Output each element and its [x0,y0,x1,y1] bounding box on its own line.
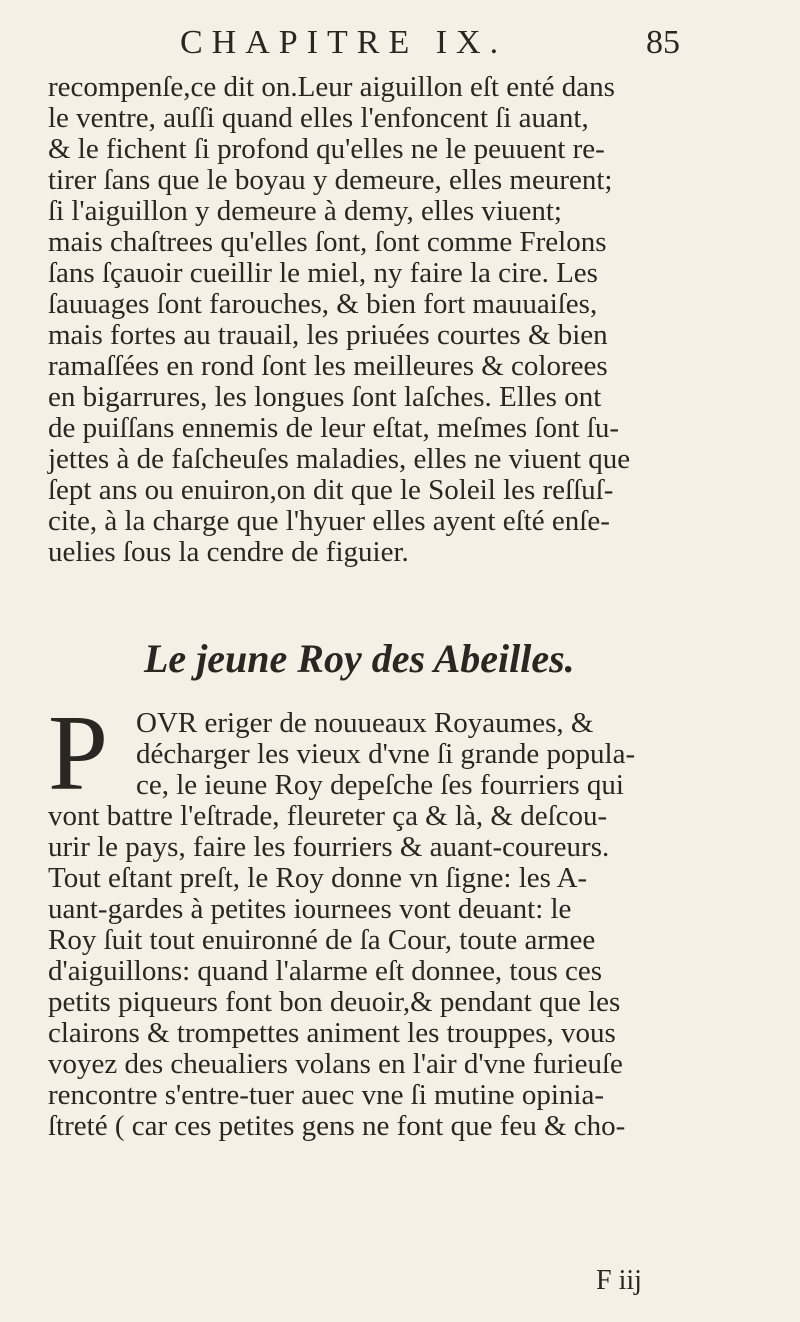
page-number: 85 [646,24,680,61]
chapter-heading: CHAPITRE IX. [180,24,508,61]
text-line: ce, le ieune Roy depeſche ſes fourriers qui [136,769,624,801]
text-line: OVR eriger de nouueaux Royaumes, & [136,707,594,739]
text-line: jettes à de faſcheuſes maladies, elles ne viuent que [48,443,631,475]
text-line: ſans ſçauoir cueillir le miel, ny faire la cire. Les [48,257,598,289]
text-line: Roy ſuit tout enuironné de ſa Cour, toute armee [48,924,596,956]
section-title: Le jeune Roy des Abeilles. [144,636,575,681]
text-line: urir le pays, faire les fourriers & auant-coureurs. [48,831,610,863]
paragraph-1 [48,72,738,568]
running-header [180,24,680,62]
text-line: d'aiguillons: quand l'alarme eſt donnee, tous ces [48,955,603,987]
text-line: Tout eſtant preſt, le Roy donne vn ſigne: les A- [48,862,588,894]
text-line: cite, à la charge que l'hyuer elles ayent eſté enſe- [48,505,610,537]
text-line: le ventre, auſſi quand elles l'enfoncent ſi auant, [48,102,589,134]
text-line: mais chaſtrees qu'elles ſont, ſont comme Frelons [48,226,607,258]
text-line: clairons & trompettes animent les trouppes, vous [48,1017,616,1049]
text-line: & le fichent ſi profond qu'elles ne le peuuent re- [48,133,605,165]
text-line: vont battre l'eſtrade, fleureter ça & là, & deſcou- [48,800,608,832]
text-line: ſauuages ſont farouches, & bien fort mauuaiſes, [48,288,598,320]
text-line: uant-gardes à petites iournees vont deuant: le [48,893,572,925]
text-line: ſi l'aiguillon y demeure à demy, elles viuent; [48,195,562,227]
text-line: en bigarrures, les longues ſont laſches. Elles ont [48,381,602,413]
text-line: voyez des cheualiers volans en l'air d'vne furieuſe [48,1048,623,1080]
signature-mark: F iij [596,1265,642,1296]
text-line: ſept ans ou enuiron,on dit que le Soleil les reſſuſ- [48,474,614,506]
text-line: mais fortes au trauail, les priuées courtes & bien [48,319,608,351]
text-line: ramaſſées en rond ſont les meilleures & colorees [48,350,608,382]
text-line: petits piqueurs font bon deuoir,& pendant que les [48,986,621,1018]
text-line: rencontre s'entre-tuer auec vne ſi mutine opinia- [48,1079,604,1111]
text-line: ſtreté ( car ces petites gens ne font que feu & cho- [48,1110,626,1142]
text-line: tirer ſans que le boyau y demeure, elles meurent; [48,164,613,196]
drop-cap: P [48,694,109,813]
paragraph-2 [48,694,748,1142]
text-line: de puiſſans ennemis de leur eſtat, meſmes ſont ſu- [48,412,619,444]
text-line: uelies ſous la cendre de figuier. [48,536,409,568]
text-line: décharger les vieux d'vne ſi grande popula- [136,738,636,770]
text-line: recompenſe,ce dit on.Leur aiguillon eſt enté dans [48,71,615,103]
